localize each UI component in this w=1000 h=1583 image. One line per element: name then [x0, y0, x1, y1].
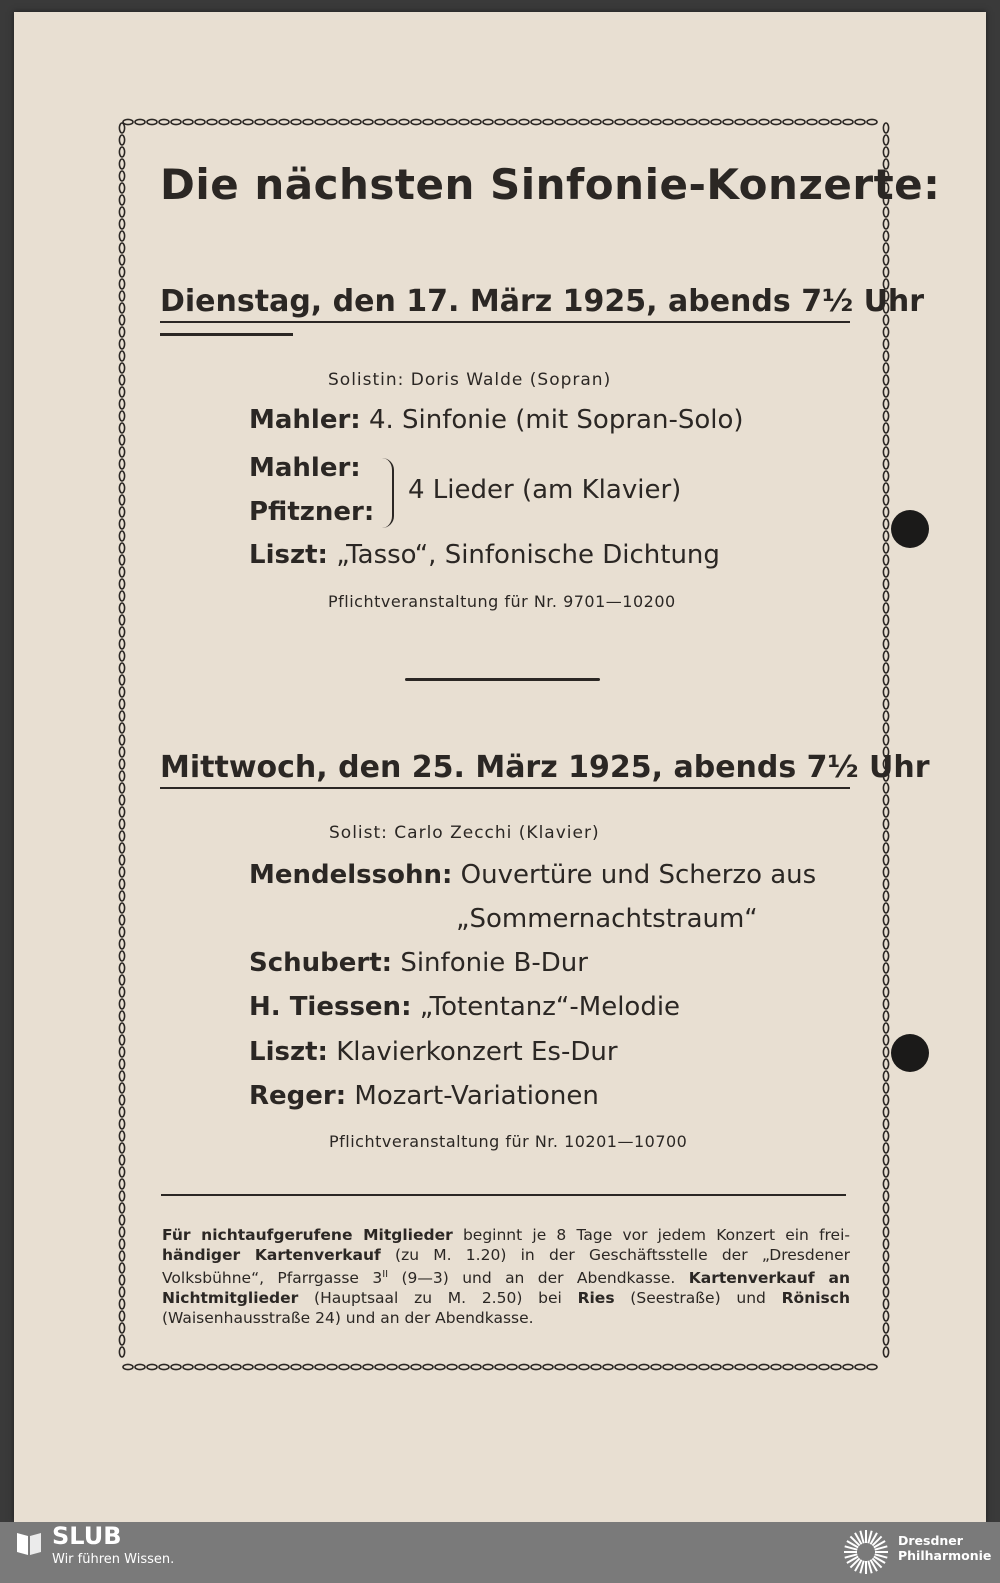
composer: Reger: — [249, 1081, 347, 1111]
concert-2-item-continuation — [456, 904, 758, 934]
concert-2-item — [249, 860, 816, 890]
concert-2-soloist: Solist: Carlo Zecchi (Klavier) — [329, 823, 600, 843]
concert-1-date: Dienstag, den 17. März 1925, abends 7½ Uhr — [160, 284, 850, 323]
section-divider — [405, 678, 600, 681]
composer: Mahler: — [249, 453, 361, 483]
note-text: (Seestraße) und — [614, 1288, 782, 1307]
composer: Schubert: — [249, 948, 393, 978]
concert-1-item — [249, 405, 744, 435]
note-text: (Hauptsaal zu M. 2.50) bei — [298, 1288, 578, 1307]
concert-1-underline-accent — [160, 333, 293, 336]
concert-1-item — [249, 497, 374, 527]
concert-1-soloist: Solistin: Doris Walde (Sopran) — [328, 370, 612, 390]
work: Mozart-Variationen — [354, 1081, 599, 1111]
note-text: (Waisenhausstraße 24) und an der Abendkasse. — [162, 1308, 534, 1327]
library-claim: Wir führen Wissen. — [52, 1552, 175, 1567]
work: „Sommernachtstraum“ — [456, 904, 758, 934]
concert-2-item — [249, 1037, 618, 1067]
note-bold: Ries — [577, 1288, 615, 1307]
concert-1-obligation: Pflichtveranstaltung für Nr. 9701—10200 — [328, 592, 676, 611]
concert-1-item — [249, 453, 361, 483]
work: 4. Sinfonie (mit Sopran-Solo) — [368, 405, 744, 435]
note-text: beginnt je 8 Tage vor jedem Konzert ein frei- — [452, 1226, 850, 1244]
work: Sinfonie B-Dur — [400, 948, 588, 978]
partner-name — [898, 1533, 991, 1563]
note-bold: Rönisch — [781, 1288, 850, 1307]
sunburst-icon — [842, 1528, 890, 1576]
note-superscript: II — [382, 1269, 389, 1281]
note-bold: Kartenverkauf an Nichtmitglieder — [162, 1269, 850, 1307]
concert-2-item — [249, 948, 588, 978]
note-bold: Für nichtaufgerufene Mitglieder — [162, 1226, 453, 1244]
composer: Liszt: — [249, 540, 328, 570]
library-name: SLUB — [52, 1522, 122, 1550]
composer: H. Tiessen: — [249, 992, 412, 1022]
composer: Liszt: — [249, 1037, 328, 1067]
partner-line: Philharmonie — [898, 1548, 992, 1563]
note-bold: händiger Kartenverkauf — [162, 1245, 381, 1264]
composer: Mendelssohn: — [249, 860, 453, 890]
punch-hole-bottom — [891, 1034, 929, 1072]
concert-2-obligation: Pflichtveranstaltung für Nr. 10201—10700 — [329, 1132, 688, 1151]
punch-hole-top — [891, 510, 929, 548]
footer-divider — [161, 1194, 846, 1196]
concert-2-item — [249, 1081, 599, 1111]
page-title: Die nächsten Sinfonie-Konzerte: — [160, 160, 941, 209]
concert-1-shared-work: 4 Lieder (am Klavier) — [408, 475, 682, 505]
composer: Pfitzner: — [249, 497, 375, 527]
concert-1-item — [249, 540, 720, 570]
work: Ouvertüre und Scherzo aus — [460, 860, 817, 890]
work: „Totentanz“-Melodie — [419, 992, 681, 1022]
composer: Mahler: — [249, 405, 361, 435]
grouping-brace — [382, 458, 394, 528]
work: Klavierkonzert Es-Dur — [336, 1037, 618, 1067]
book-icon — [14, 1528, 44, 1558]
work: „Tasso“, Sinfonische Dichtung — [336, 540, 720, 570]
concert-2-item — [249, 992, 680, 1022]
concert-2-date: Mittwoch, den 25. März 1925, abends 7½ Uhr — [160, 750, 850, 789]
ticket-sales-note — [162, 1226, 850, 1328]
note-text: (9—3) und an der Abendkasse. — [388, 1269, 689, 1288]
partner-line: Dresdner — [898, 1533, 963, 1548]
note-text: (zu M. 1.20) in der Geschäftsstelle der „Dresdener Volksbühne“, Pfarrgasse 3 — [162, 1245, 850, 1288]
